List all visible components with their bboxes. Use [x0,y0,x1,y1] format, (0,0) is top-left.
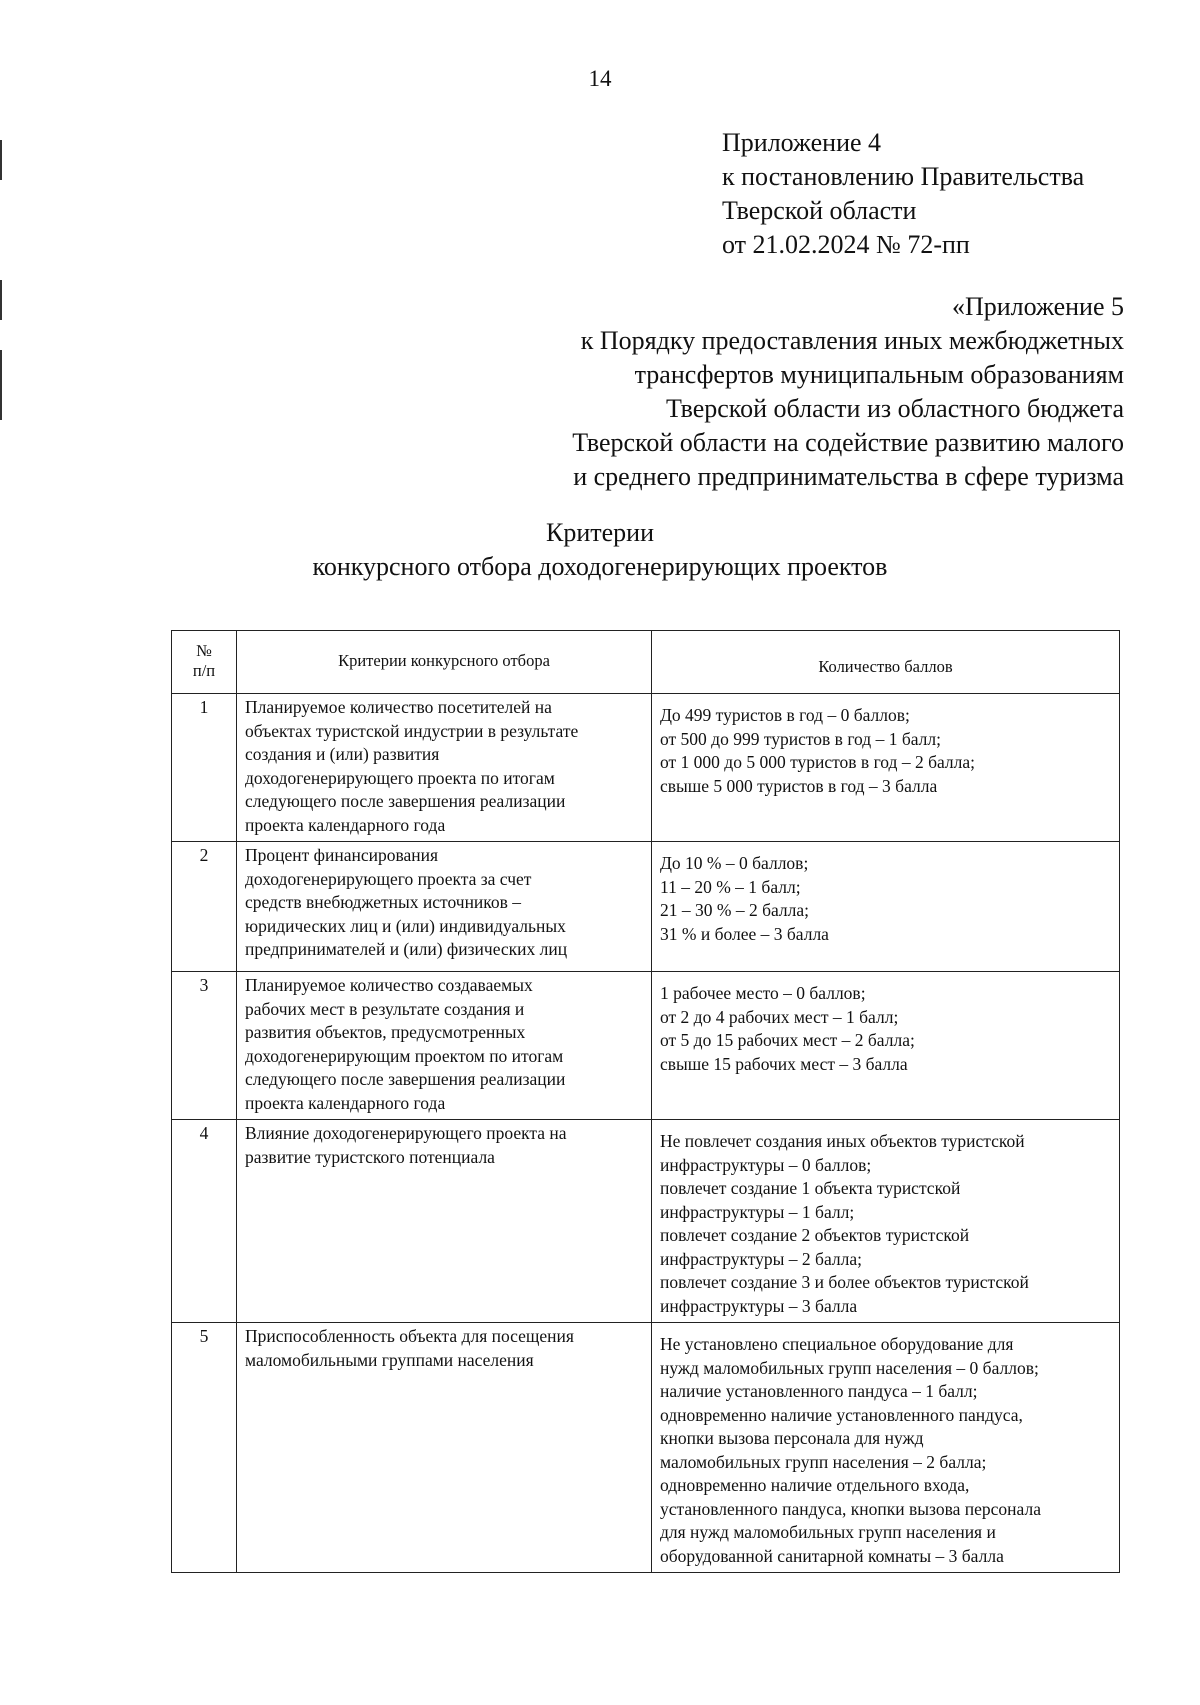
points-line: от 5 до 15 рабочих мест – 2 балла; [660,1030,915,1050]
points-line: До 499 туристов в год – 0 баллов; [660,705,910,725]
row-number: 2 [172,842,237,972]
criterion-line: средств внебюджетных источников – [245,892,522,912]
header-criteria: Критерии конкурсного отбора [237,631,652,694]
appendix-reference [572,290,1124,494]
scan-edge-mark [0,140,2,180]
criterion-line: объектах туристской индустрии в результате [245,720,579,741]
table-row [172,1120,1120,1323]
points-line: 21 – 30 % – 2 балла; [660,900,809,920]
points-line: одновременно наличие установленного пандуса, [660,1404,1023,1425]
points-line: 31 % и более – 3 балла [660,923,829,944]
appendix-header-line: к постановлению Правительства [722,162,1085,191]
points-line: инфраструктуры – 1 балл; [660,1201,855,1222]
criterion-line: Влияние доходогенерирующего проекта на [245,1123,567,1143]
header-num [172,631,237,694]
appendix-reference-line: к Порядку предоставления иных межбюджетных [580,326,1124,355]
row-points [652,1323,1120,1573]
row-points [652,694,1120,842]
table-row [172,842,1120,972]
points-line: наличие установленного пандуса – 1 балл; [660,1381,978,1401]
criterion-line: проекта календарного года [245,814,446,835]
header-num-line: п/п [192,661,216,680]
appendix-reference-line: Тверской области на содействие развитию малого [572,428,1124,457]
criterion-line: развитие туристского потенциала [245,1146,495,1167]
criterion-line: Приспособленность объекта для посещения [245,1326,574,1346]
points-line: Не установлено специальное оборудование для [660,1334,1014,1354]
table-row [172,972,1120,1120]
criterion-line: развития объектов, предусмотренных [245,1022,526,1042]
appendix-header-line: Приложение 4 [722,128,882,157]
points-line: 11 – 20 % – 1 балл; [660,876,801,897]
criterion-line: создания и (или) развития [245,744,440,764]
appendix-header-line: от 21.02.2024 № 72-пп [722,230,970,259]
row-criterion [237,1323,652,1573]
criterion-line: предпринимателей и (или) физических лиц [245,939,568,959]
criterion-line: доходогенерирующего проекта по итогам [245,767,555,788]
table-header-row [172,631,1120,694]
row-criterion [237,972,652,1120]
appendix-reference-line: и среднего предпринимательства в сфере туризма [573,462,1124,491]
points-line: одновременно наличие отдельного входа, [660,1475,970,1495]
appendix-header-line: Тверской области [722,196,917,225]
points-line: инфраструктуры – 2 балла; [660,1248,862,1269]
row-criterion [237,842,652,972]
scan-edge-mark [0,280,2,320]
criteria-table [171,630,1120,1573]
row-criterion [237,694,652,842]
points-line: от 1 000 до 5 000 туристов в год – 2 балла; [660,752,975,772]
points-line: повлечет создание 2 объектов туристской [660,1225,970,1245]
criterion-line: юридических лиц и (или) индивидуальных [245,915,566,936]
points-line: повлечет создание 1 объекта туристской [660,1178,961,1198]
criterion-line: Планируемое количество создаваемых [245,975,533,995]
criterion-line: Процент финансирования [245,845,439,865]
appendix-header [722,126,1084,262]
header-points: Количество баллов [652,631,1120,694]
criterion-line: проекта календарного года [245,1092,446,1113]
criterion-line: маломобильными группами населения [245,1349,534,1370]
points-line: установленного пандуса, кнопки вызова персонала [660,1498,1041,1519]
points-line: инфраструктуры – 3 балла [660,1295,858,1316]
points-line: кнопки вызова персонала для нужд [660,1428,924,1448]
title-line: Критерии [546,518,654,547]
appendix-reference-line: Тверской области из областного бюджета [666,394,1124,423]
points-line: от 500 до 999 туристов в год – 1 балл; [660,728,941,749]
scan-edge-mark [0,350,2,420]
table-body [172,694,1120,1573]
criterion-line: рабочих мест в результате создания и [245,998,525,1019]
points-line: от 2 до 4 рабочих мест – 1 балл; [660,1006,899,1027]
row-number: 3 [172,972,237,1120]
row-points [652,842,1120,972]
points-line: нужд маломобильных групп населения – 0 баллов; [660,1357,1039,1378]
row-number: 4 [172,1120,237,1323]
points-line: 1 рабочее место – 0 баллов; [660,983,866,1003]
title-line: конкурсного отбора доходогенерирующих проектов [312,552,888,581]
points-line: оборудованной санитарной комнаты – 3 балла [660,1545,1004,1566]
criterion-line: следующего после завершения реализации [245,1069,566,1089]
points-line: Не повлечет создания иных объектов туристской [660,1131,1025,1151]
criterion-line: Планируемое количество посетителей на [245,697,552,717]
table-row [172,694,1120,842]
criterion-line: доходогенерирующего проекта за счет [245,868,532,889]
points-line: повлечет создание 3 и более объектов туристской [660,1272,1029,1292]
points-line: маломобильных групп населения – 2 балла; [660,1451,987,1472]
appendix-reference-line: «Приложение 5 [951,292,1124,321]
row-number: 5 [172,1323,237,1573]
points-line: инфраструктуры – 0 баллов; [660,1154,872,1175]
table-row [172,1323,1120,1573]
points-line: До 10 % – 0 баллов; [660,853,809,873]
page-number: 14 [588,66,612,91]
criterion-line: следующего после завершения реализации [245,791,566,811]
row-number: 1 [172,694,237,842]
points-line: свыше 15 рабочих мест – 3 балла [660,1053,908,1074]
row-points [652,972,1120,1120]
header-num-line: № [196,641,212,660]
row-points [652,1120,1120,1323]
document-title [0,516,1200,584]
criterion-line: доходогенерирующим проектом по итогам [245,1045,564,1066]
points-line: свыше 5 000 туристов в год – 3 балла [660,775,938,796]
appendix-reference-line: трансфертов муниципальным образованиям [634,360,1124,389]
points-line: для нужд маломобильных групп населения и [660,1522,996,1542]
row-criterion [237,1120,652,1323]
